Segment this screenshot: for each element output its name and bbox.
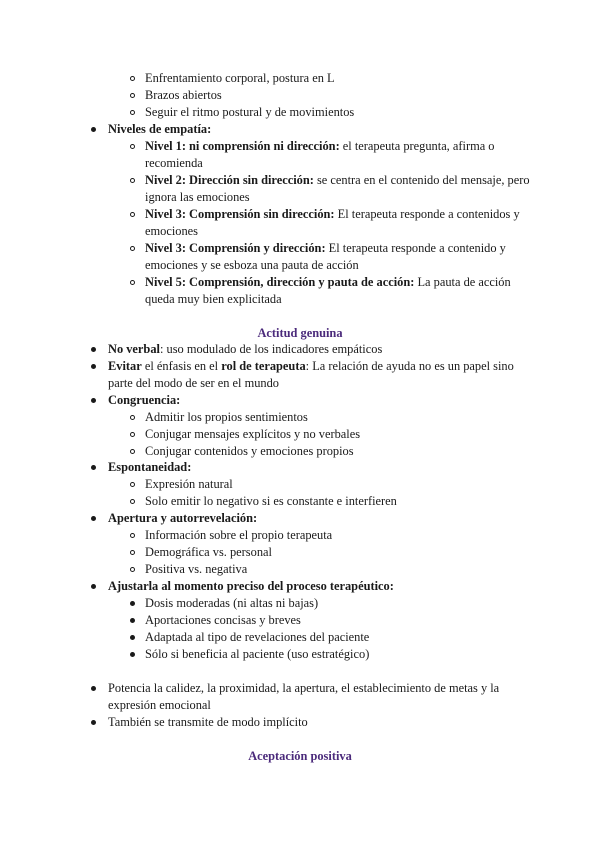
section-heading-actitud: Actitud genuina [257,326,343,340]
evitar-label: Evitar [108,359,142,373]
disc-bullet-icon [91,364,96,369]
disc-bullet-icon [91,127,96,132]
list-item: Expresión natural [145,477,233,491]
nivel-label: Nivel 3: Comprensión y dirección: [145,241,326,255]
disc-bullet-icon [130,652,135,657]
list-item: Positiva vs. negativa [145,562,248,576]
ajustarla-title: Ajustarla al momento preciso del proceso terapéutico: [108,579,394,593]
circle-bullet-icon [130,76,135,81]
list-item: Solo emitir lo negativo si es constante e interfieren [145,494,397,508]
list-item [108,358,514,375]
nivel-text: El terapeuta responde a contenidos y [334,207,520,221]
list-item: Sólo si beneficia al paciente (uso estratégico) [145,647,370,661]
disc-bullet-icon [91,347,96,352]
circle-bullet-icon [130,212,135,217]
disc-bullet-icon [91,584,96,589]
circle-bullet-icon [130,415,135,420]
list-item: Seguir el ritmo postural y de movimientos [145,105,355,119]
disc-bullet-icon [91,720,96,725]
disc-bullet-icon [91,465,96,470]
disc-bullet-icon [130,618,135,623]
nivel-text: el terapeuta pregunta, afirma o [339,139,495,153]
list-item [145,138,495,155]
list-item: Brazos abiertos [145,88,222,102]
circle-bullet-icon [130,178,135,183]
disc-bullet-icon [91,398,96,403]
list-item: Conjugar contenidos y emociones propios [145,444,354,458]
section-heading-aceptacion: Aceptación positiva [248,749,352,763]
list-item-continuation: recomienda [145,156,203,170]
circle-bullet-icon [130,144,135,149]
list-item [145,172,530,189]
niveles-title: Niveles de empatía: [108,122,212,136]
nivel-text: El terapeuta responde a contenido y [325,241,506,255]
list-item: Aportaciones concisas y breves [145,613,301,627]
list-item: Adaptada al tipo de revelaciones del paciente [145,630,370,644]
congruencia-title: Congruencia: [108,393,181,407]
rol-label: rol de terapeuta [221,359,306,373]
apertura-title: Apertura y autorrevelación: [108,511,258,525]
nivel-label: Nivel 2: Dirección sin dirección: [145,173,314,187]
list-item-continuation: expresión emocional [108,698,211,712]
list-item: También se transmite de modo implícito [108,715,308,729]
disc-bullet-icon [91,686,96,691]
espontaneidad-title: Espontaneidad: [108,460,192,474]
list-item: Admitir los propios sentimientos [145,410,308,424]
list-item-continuation: queda muy bien explicitada [145,292,282,306]
circle-bullet-icon [130,246,135,251]
nivel-text: se centra en el contenido del mensaje, pero [313,173,530,187]
circle-bullet-icon [130,280,135,285]
list-item [145,274,511,291]
list-item-continuation: emociones [145,224,198,238]
circle-bullet-icon [130,567,135,572]
list-item [145,206,520,223]
circle-bullet-icon [130,499,135,504]
nivel-label: Nivel 1: ni comprensión ni dirección: [145,139,340,153]
disc-bullet-icon [91,516,96,521]
list-item [108,341,382,358]
list-item: Información sobre el propio terapeuta [145,528,333,542]
list-item-continuation: ignora las emociones [145,190,250,204]
nivel-text: La pauta de acción [414,275,511,289]
list-item [145,240,506,257]
circle-bullet-icon [130,482,135,487]
disc-bullet-icon [130,601,135,606]
circle-bullet-icon [130,110,135,115]
list-item-continuation: parte del modo de ser en el mundo [108,376,280,390]
list-item: Dosis moderadas (ni altas ni bajas) [145,596,319,610]
evitar-text: el énfasis en el [141,359,222,373]
evitar-text-2: : La relación de ayuda no es un papel sino [305,359,514,373]
list-item: Potencia la calidez, la proximidad, la apertura, el establecimiento de metas y la [108,681,500,695]
no-verbal-text: : uso modulado de los indicadores empáticos [159,342,383,356]
list-item: Demográfica vs. personal [145,545,272,559]
list-item: Conjugar mensajes explícitos y no verbales [145,427,361,441]
list-item: Enfrentamiento corporal, postura en L [145,71,335,85]
circle-bullet-icon [130,432,135,437]
list-item-continuation: emociones y se esboza una pauta de acción [145,258,359,272]
circle-bullet-icon [130,533,135,538]
no-verbal-label: No verbal [108,342,160,356]
nivel-label: Nivel 3: Comprensión sin dirección: [145,207,335,221]
nivel-label: Nivel 5: Comprensión, dirección y pauta de acción: [145,275,415,289]
circle-bullet-icon [130,93,135,98]
circle-bullet-icon [130,550,135,555]
circle-bullet-icon [130,449,135,454]
disc-bullet-icon [130,635,135,640]
